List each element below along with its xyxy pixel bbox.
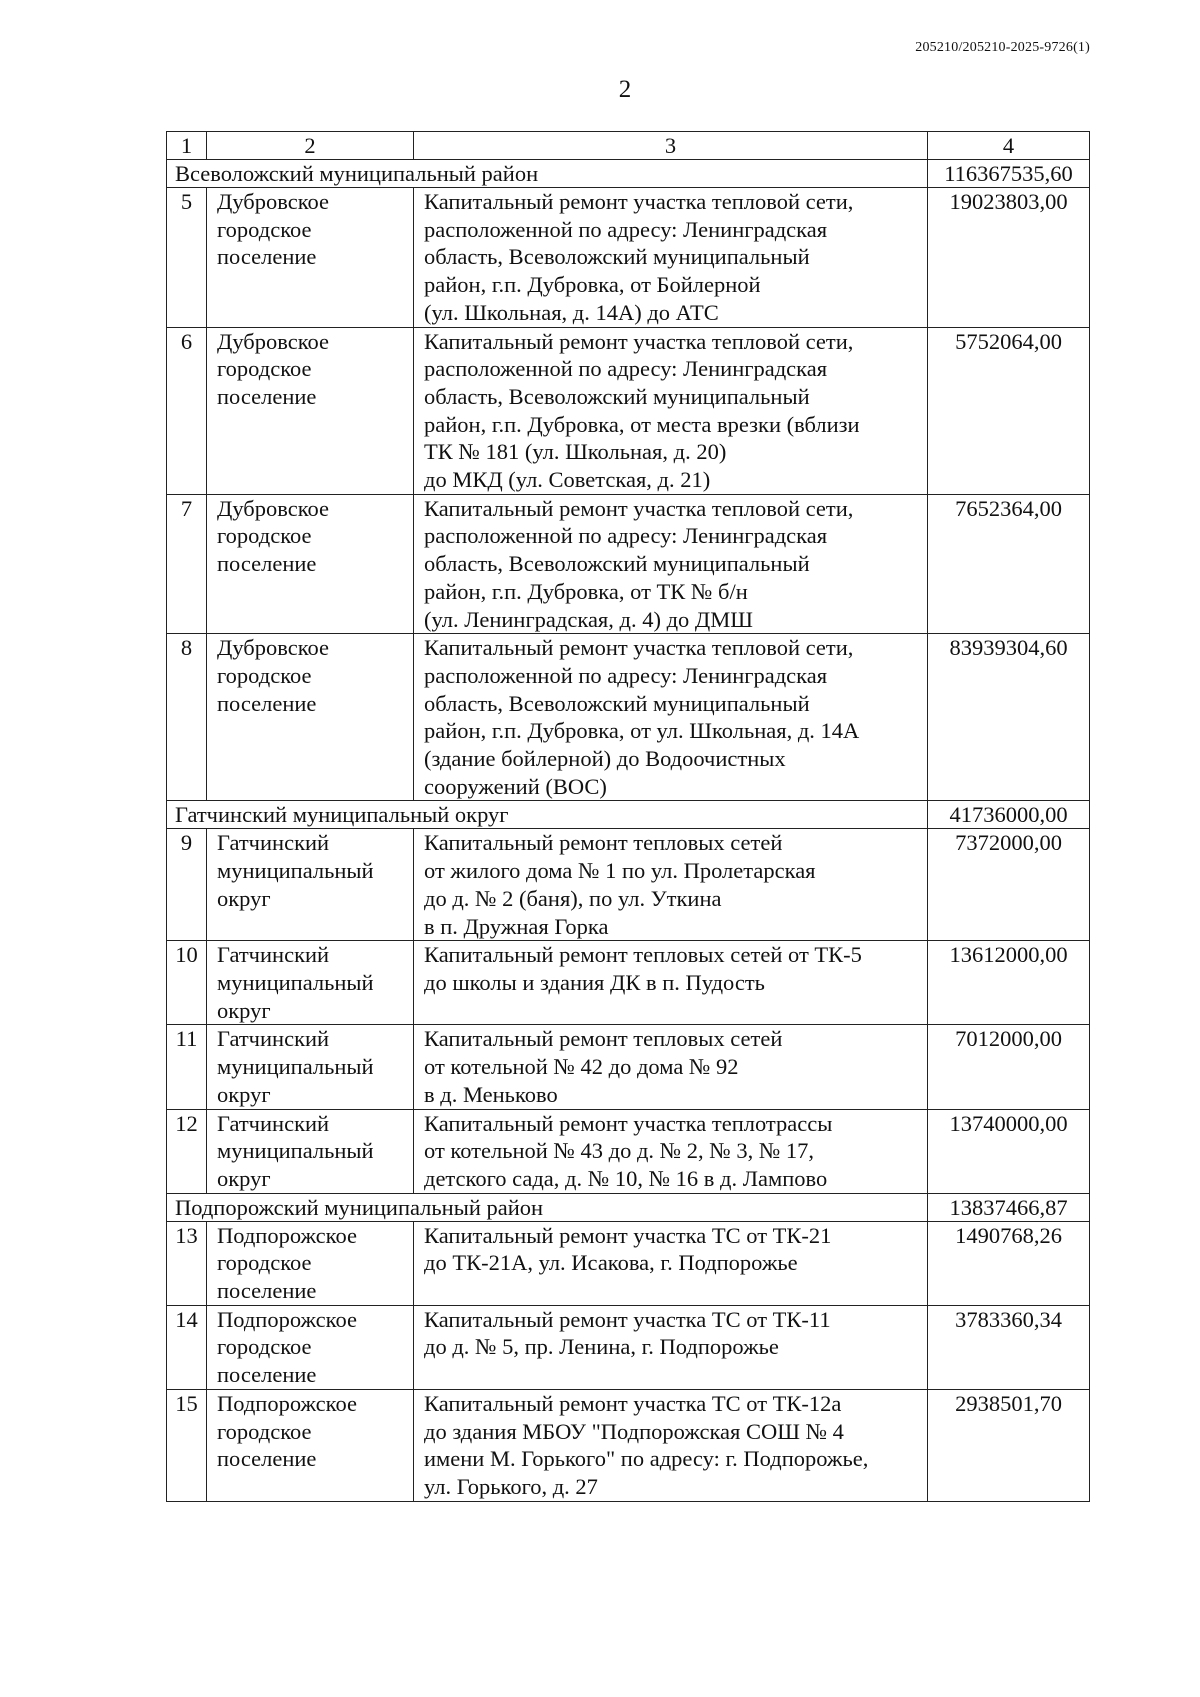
header-cell-2: 2: [207, 132, 414, 160]
header-cell-1: 1: [167, 132, 207, 160]
municipality-line: Дубровское: [217, 189, 330, 214]
municipality-line: поселение: [217, 551, 317, 577]
description-cell: [414, 1221, 928, 1305]
description-line: до ТК-21А, ул. Исакова, г. Подпорожье: [424, 1250, 798, 1276]
municipality-line: муниципальный: [217, 1138, 374, 1164]
row-number: 8: [167, 634, 207, 801]
amount-cell: 5752064,00: [928, 327, 1090, 494]
description-line: до д. № 2 (баня), по ул. Уткина: [424, 885, 722, 911]
description-line: расположенной по адресу: Ленинградская: [424, 356, 828, 382]
description-cell: [414, 1025, 928, 1109]
group-total: 116367535,60: [928, 160, 1090, 188]
municipality-line: поселение: [217, 690, 317, 716]
municipality-line: Дубровское: [217, 495, 330, 521]
description-cell: [414, 829, 928, 941]
row-number: 7: [167, 494, 207, 634]
municipality-line: округ: [217, 997, 271, 1023]
description-cell: [414, 1305, 928, 1389]
description-line: Капитальный ремонт тепловых сетей от ТК-5: [424, 942, 862, 968]
group-name: Гатчинский муниципальный округ: [167, 801, 928, 829]
description-line: область, Всеволожский муниципальный: [424, 690, 810, 716]
municipality-cell: [207, 494, 414, 634]
group-row: [167, 1193, 1090, 1221]
amount-cell: 3783360,34: [928, 1305, 1090, 1389]
description-line: расположенной по адресу: Ленинградская: [424, 216, 828, 242]
description-line: район, г.п. Дубровка, от ул. Школьная, д. 14А: [424, 718, 860, 744]
description-line: район, г.п. Дубровка, от ТК № б/н: [424, 578, 748, 604]
description-line: до школы и здания ДК в п. Пудость: [424, 969, 765, 995]
description-line: Капитальный ремонт участка ТС от ТК-12а: [424, 1390, 842, 1416]
description-line: расположенной по адресу: Ленинградская: [424, 523, 828, 549]
municipality-line: округ: [217, 1165, 271, 1191]
amount-cell: 7012000,00: [928, 1025, 1090, 1109]
table-row: [167, 829, 1090, 941]
row-number: 13: [167, 1221, 207, 1305]
description-line: ул. Горького, д. 27: [424, 1473, 598, 1499]
description-line: до д. № 5, пр. Ленина, г. Подпорожье: [424, 1334, 779, 1360]
municipality-line: Гатчинский: [217, 830, 330, 856]
municipality-line: поселение: [217, 383, 317, 409]
amount-cell: 1490768,26: [928, 1221, 1090, 1305]
municipality-line: Гатчинский: [217, 942, 330, 968]
municipality-line: Гатчинский: [217, 1110, 330, 1136]
description-line: (ул. Ленинградская, д. 4) до ДМШ: [424, 606, 753, 632]
amount-cell: 13740000,00: [928, 1109, 1090, 1193]
table-row: [167, 1221, 1090, 1305]
municipality-line: городское: [217, 662, 312, 688]
row-number: 5: [167, 188, 207, 328]
row-number: 9: [167, 829, 207, 941]
description-line: Капитальный ремонт участка тепловой сети,: [424, 635, 854, 661]
description-line: имени М. Горького" по адресу: г. Подпорожье,: [424, 1446, 869, 1472]
description-cell: [414, 494, 928, 634]
table-row: [167, 1389, 1090, 1501]
description-cell: [414, 1389, 928, 1501]
amount-cell: 13612000,00: [928, 941, 1090, 1025]
description-line: ТК № 181 (ул. Школьная, д. 20): [424, 439, 727, 465]
description-line: область, Всеволожский муниципальный: [424, 244, 810, 270]
row-number: 6: [167, 327, 207, 494]
municipality-cell: [207, 634, 414, 801]
table-row: [167, 1025, 1090, 1109]
municipality-line: городское: [217, 1334, 312, 1360]
description-cell: [414, 634, 928, 801]
group-total: 41736000,00: [928, 801, 1090, 829]
row-number: 15: [167, 1389, 207, 1501]
row-number: 11: [167, 1025, 207, 1109]
description-line: в п. Дружная Горка: [424, 913, 609, 939]
municipality-cell: [207, 1025, 414, 1109]
description-line: (ул. Школьная, д. 14А) до АТС: [424, 299, 719, 325]
table-header-row: [167, 132, 1090, 160]
description-line: Капитальный ремонт тепловых сетей: [424, 1026, 783, 1052]
group-name: Подпорожский муниципальный район: [167, 1193, 928, 1221]
description-cell: [414, 327, 928, 494]
works-table: [166, 131, 1090, 1502]
municipality-line: округ: [217, 1081, 271, 1107]
row-number: 12: [167, 1109, 207, 1193]
municipality-cell: [207, 327, 414, 494]
group-row: [167, 160, 1090, 188]
table-row: [167, 494, 1090, 634]
municipality-line: поселение: [217, 244, 317, 270]
description-line: Капитальный ремонт тепловых сетей: [424, 830, 783, 856]
header-cell-4: 4: [928, 132, 1090, 160]
table-row: [167, 1305, 1090, 1389]
header-cell-3: 3: [414, 132, 928, 160]
group-total: 13837466,87: [928, 1193, 1090, 1221]
amount-cell: 19023803,00: [928, 188, 1090, 328]
municipality-cell: [207, 1221, 414, 1305]
description-line: расположенной по адресу: Ленинградская: [424, 662, 828, 688]
table-row: [167, 327, 1090, 494]
municipality-line: городское: [217, 216, 312, 242]
description-line: область, Всеволожский муниципальный: [424, 383, 810, 409]
amount-cell: 83939304,60: [928, 634, 1090, 801]
amount-cell: 7372000,00: [928, 829, 1090, 941]
municipality-line: городское: [217, 1250, 312, 1276]
description-line: до здания МБОУ "Подпорожская СОШ № 4: [424, 1418, 844, 1444]
table-body: [167, 132, 1090, 1502]
municipality-line: поселение: [217, 1446, 317, 1472]
municipality-line: городское: [217, 356, 312, 382]
description-line: детского сада, д. № 10, № 16 в д. Лампово: [424, 1165, 828, 1191]
table-row: [167, 188, 1090, 328]
description-line: район, г.п. Дубровка, от Бойлерной: [424, 272, 761, 298]
municipality-line: поселение: [217, 1278, 317, 1304]
row-number: 10: [167, 941, 207, 1025]
description-line: от котельной № 42 до дома № 92: [424, 1054, 739, 1080]
document-id: 205210/205210-2025-9726(1): [915, 40, 1090, 55]
municipality-line: муниципальный: [217, 858, 374, 884]
table-row: [167, 1109, 1090, 1193]
municipality-line: Дубровское: [217, 328, 330, 354]
description-line: Капитальный ремонт участка тепловой сети,: [424, 189, 854, 214]
municipality-line: городское: [217, 523, 312, 549]
description-cell: [414, 1109, 928, 1193]
description-line: от жилого дома № 1 по ул. Пролетарская: [424, 858, 816, 884]
municipality-line: муниципальный: [217, 969, 374, 995]
municipality-cell: [207, 1389, 414, 1501]
description-cell: [414, 188, 928, 328]
page-number: 2: [618, 76, 632, 103]
municipality-cell: [207, 1305, 414, 1389]
description-line: Капитальный ремонт участка ТС от ТК-11: [424, 1306, 831, 1332]
municipality-cell: [207, 829, 414, 941]
group-name: Всеволожский муниципальный район: [167, 160, 928, 188]
municipality-line: округ: [217, 885, 271, 911]
municipality-line: Подпорожское: [217, 1390, 357, 1416]
amount-cell: 2938501,70: [928, 1389, 1090, 1501]
description-line: район, г.п. Дубровка, от места врезки (вблизи: [424, 411, 860, 437]
description-line: Капитальный ремонт участка тепловой сети,: [424, 328, 854, 354]
description-line: область, Всеволожский муниципальный: [424, 551, 810, 577]
municipality-cell: [207, 188, 414, 328]
description-cell: [414, 941, 928, 1025]
description-line: от котельной № 43 до д. № 2, № 3, № 17,: [424, 1138, 815, 1164]
group-row: [167, 801, 1090, 829]
municipality-line: муниципальный: [217, 1054, 374, 1080]
description-line: в д. Меньково: [424, 1081, 558, 1107]
row-number: 14: [167, 1305, 207, 1389]
amount-cell: 7652364,00: [928, 494, 1090, 634]
municipality-line: Дубровское: [217, 635, 330, 661]
municipality-line: Подпорожское: [217, 1222, 357, 1248]
description-line: (здание бойлерной) до Водоочистных: [424, 746, 786, 772]
table-row: [167, 634, 1090, 801]
municipality-line: Гатчинский: [217, 1026, 330, 1052]
municipality-cell: [207, 941, 414, 1025]
description-line: сооружений (ВОС): [424, 773, 607, 799]
municipality-line: городское: [217, 1418, 312, 1444]
municipality-line: поселение: [217, 1362, 317, 1388]
description-line: Капитальный ремонт участка теплотрассы: [424, 1110, 833, 1136]
municipality-line: Подпорожское: [217, 1306, 357, 1332]
description-line: Капитальный ремонт участка ТС от ТК-21: [424, 1222, 832, 1248]
description-line: Капитальный ремонт участка тепловой сети,: [424, 495, 854, 521]
municipality-cell: [207, 1109, 414, 1193]
table-row: [167, 941, 1090, 1025]
description-line: до МКД (ул. Советская, д. 21): [424, 467, 711, 493]
